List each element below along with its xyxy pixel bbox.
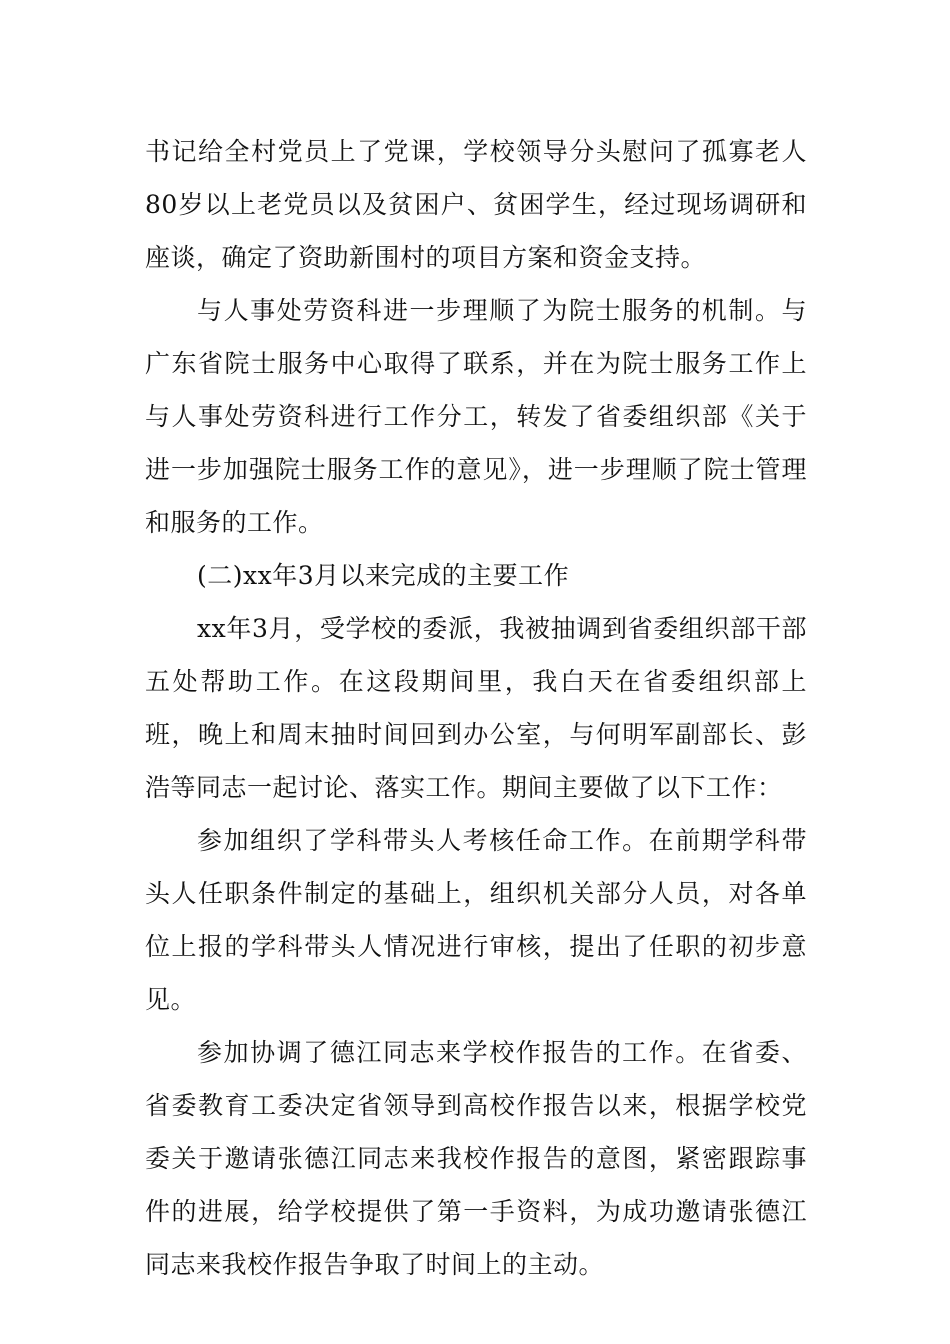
paragraph-secondment: xx年3月，受学校的委派，我被抽调到省委组织部干部五处帮助工作。在这段期间里，我白天在省委组织部上班，晚上和周末抽时间回到办公室，与何明军副部长、彭浩等同志一起讨论、落实工作。期间主要做了以下工作： — [145, 614, 807, 802]
paragraph-continuation: 书记给全村党员上了党课，学校领导分头慰问了孤寡老人80岁以上老党员以及贫困户、贫困学生，经过现场调研和座谈，确定了资助新围村的项目方案和资金支持。 — [145, 137, 807, 272]
paragraph-academician-service: 与人事处劳资科进一步理顺了为院士服务的机制。与广东省院士服务中心取得了联系，并在为院士服务工作上与人事处劳资科进行工作分工，转发了省委组织部《关于进一步加强院士服务工作的意见》，进一步理顺了院士管理和服务的工作。 — [145, 296, 807, 537]
paragraph-report-coordination: 参加协调了德江同志来学校作报告的工作。在省委、省委教育工委决定省领导到高校作报告以来，根据学校党委关于邀请张德江同志来我校作报告的意图，紧密跟踪事件的进展，给学校提供了第一手资料，为成功邀请张德江同志来我校作报告争取了时间上的主动。 — [145, 1038, 807, 1279]
paragraph-discipline-leaders: 参加组织了学科带头人考核任命工作。在前期学科带头人任职条件制定的基础上，组织机关部分人员，对各单位上报的学科带头人情况进行审核，提出了任职的初步意见。 — [145, 826, 807, 1014]
section-heading: (二)xx年3月以来完成的主要工作 — [197, 561, 570, 590]
document-page — [145, 125, 807, 1291]
